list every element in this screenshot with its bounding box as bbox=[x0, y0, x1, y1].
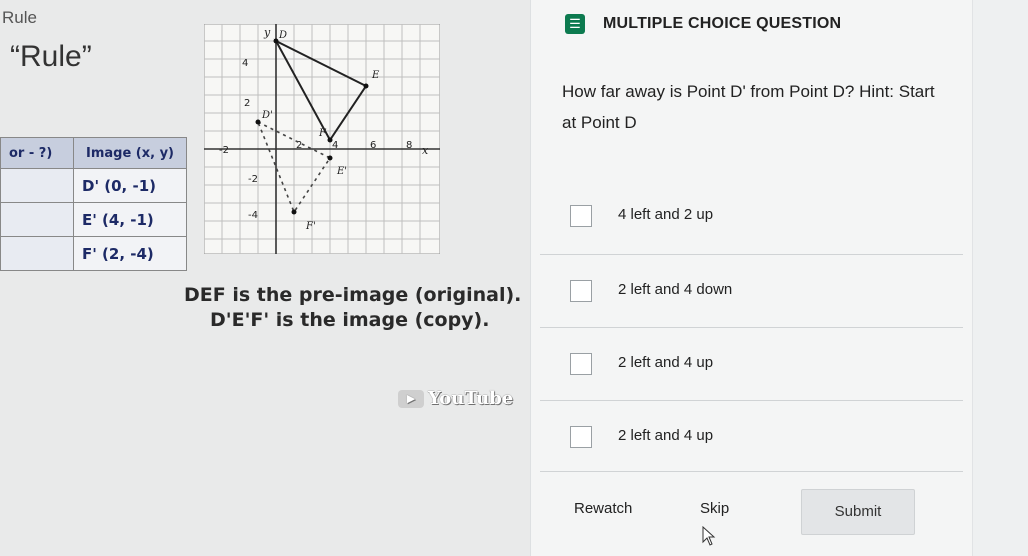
table-cell: F' (2, -4) bbox=[74, 237, 187, 271]
choice-option-4[interactable] bbox=[540, 400, 963, 472]
table-cell bbox=[1, 237, 74, 271]
table-header-row bbox=[1, 138, 187, 169]
point-label: F bbox=[319, 128, 326, 139]
tick-label: 2 bbox=[296, 140, 303, 151]
checkbox[interactable] bbox=[570, 426, 592, 448]
tick-label: 8 bbox=[406, 140, 413, 151]
choice-option-2[interactable] bbox=[540, 254, 963, 325]
checkbox[interactable] bbox=[570, 280, 592, 302]
caption-image: D'E'F' is the image (copy). bbox=[210, 309, 490, 331]
video-title: Rule bbox=[2, 8, 37, 27]
skip-button[interactable]: Skip bbox=[700, 500, 730, 517]
tick-label: -4 bbox=[248, 210, 258, 221]
table-cell: D' (0, -1) bbox=[74, 169, 187, 203]
checkbox[interactable] bbox=[570, 353, 592, 375]
mapping-table bbox=[0, 137, 187, 271]
table-header-image: Image (x, y) bbox=[74, 138, 187, 169]
choice-label: 2 left and 4 up bbox=[618, 354, 714, 371]
x-axis-label: x bbox=[422, 144, 429, 157]
table-row bbox=[1, 237, 187, 271]
checkbox[interactable] bbox=[570, 205, 592, 227]
tick-label: -2 bbox=[219, 145, 229, 156]
table-header-pre-image: or - ?) bbox=[1, 138, 74, 169]
choice-option-1[interactable] bbox=[540, 180, 963, 250]
point-label: E' bbox=[337, 166, 348, 177]
coordinate-graph bbox=[204, 24, 440, 254]
tick-label: 4 bbox=[242, 58, 249, 69]
question-text: How far away is Point D' from Point D? Hint: Start at Point D bbox=[562, 82, 935, 132]
mouse-cursor-icon bbox=[702, 526, 716, 546]
point-label: D' bbox=[262, 110, 273, 121]
question-type-label: MULTIPLE CHOICE QUESTION bbox=[603, 15, 842, 32]
choice-option-3[interactable] bbox=[540, 327, 963, 398]
tick-label: 6 bbox=[370, 140, 377, 151]
rewatch-button[interactable]: Rewatch bbox=[574, 500, 633, 517]
tick-label: -2 bbox=[248, 174, 258, 185]
right-margin bbox=[972, 0, 1028, 556]
choice-label: 2 left and 4 down bbox=[618, 281, 733, 298]
table-cell bbox=[1, 169, 74, 203]
table-cell: E' (4, -1) bbox=[74, 203, 187, 237]
play-icon: ▶ bbox=[398, 390, 424, 408]
point-label: E bbox=[372, 70, 380, 81]
youtube-label: YouTube bbox=[428, 388, 514, 409]
point-label: F' bbox=[306, 221, 316, 232]
choice-label: 4 left and 2 up bbox=[618, 206, 714, 223]
table-row bbox=[1, 169, 187, 203]
submit-button[interactable]: Submit bbox=[801, 489, 915, 535]
youtube-watermark[interactable] bbox=[398, 388, 513, 409]
tick-label: 2 bbox=[244, 98, 251, 109]
tick-label: 4 bbox=[332, 140, 339, 151]
video-heading: “Rule” bbox=[10, 40, 92, 73]
choice-label: 2 left and 4 up bbox=[618, 427, 714, 444]
table-row bbox=[1, 203, 187, 237]
table-cell bbox=[1, 203, 74, 237]
point-label: D bbox=[279, 30, 288, 41]
list-icon: ☰ bbox=[565, 14, 585, 34]
y-axis-label: y bbox=[264, 26, 271, 39]
caption-pre-image: DEF is the pre-image (original). bbox=[184, 284, 522, 306]
